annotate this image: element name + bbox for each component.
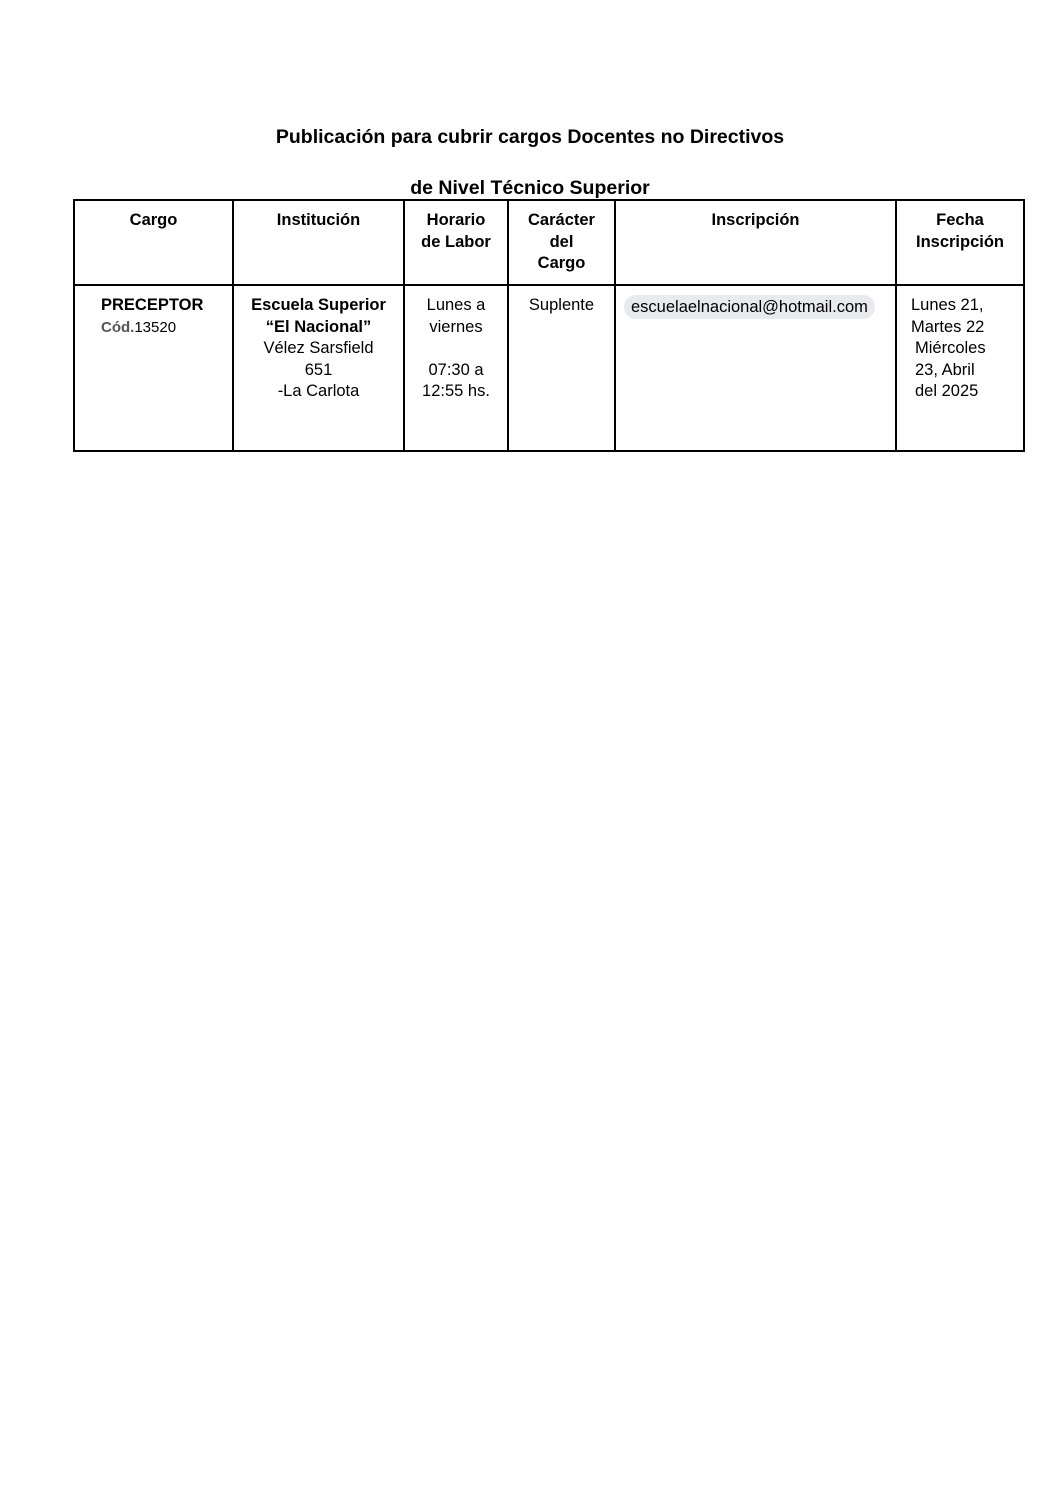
horario-days-2: viernes <box>429 317 483 336</box>
institution-address-number: 651 <box>304 360 333 379</box>
fecha-line-2: Martes 22 <box>911 317 985 336</box>
horario-days: Lunes a <box>426 296 486 314</box>
table-row <box>74 285 1024 451</box>
cargo-name: PRECEPTOR <box>101 296 204 314</box>
cell-inscripcion <box>615 285 896 451</box>
fecha-line-4: 23, Abril <box>915 360 975 379</box>
job-posting-table <box>73 199 1025 452</box>
cell-institucion <box>233 285 404 451</box>
cell-horario <box>404 285 508 451</box>
header-inscripcion: Inscripción <box>615 200 896 285</box>
cod-label: Cód. <box>101 318 135 336</box>
caracter-value: Suplente <box>528 296 595 314</box>
header-horario: Horario de Labor <box>404 200 508 285</box>
institution-name-2: “El Nacional” <box>265 317 372 336</box>
horario-hours: 07:30 a <box>428 360 484 379</box>
header-institucion: Institución <box>233 200 404 285</box>
institution-address: Vélez Sarsfield <box>263 339 374 357</box>
horario-hours-2: 12:55 hs. <box>422 382 490 400</box>
header-fecha-inscripcion: Fecha Inscripción <box>896 200 1024 285</box>
institution-locality: -La Carlota <box>277 382 360 400</box>
page-title: Publicación para cubrir cargos Docentes no Directivos <box>275 126 785 148</box>
cod-value: 13520 <box>134 318 177 336</box>
header-caracter: Carácter del Cargo <box>508 200 615 285</box>
cell-caracter <box>508 285 615 451</box>
email-link[interactable]: escuelaelnacional@hotmail.com <box>624 295 875 319</box>
cell-fecha <box>896 285 1024 451</box>
table-header-row <box>74 200 1024 285</box>
institution-name: Escuela Superior <box>251 296 386 314</box>
header-cargo: Cargo <box>74 200 233 285</box>
page-subtitle: de Nivel Técnico Superior <box>410 177 650 199</box>
fecha-line-1: Lunes 21, <box>911 296 984 314</box>
cell-cargo <box>74 285 233 451</box>
fecha-line-5: del 2025 <box>915 382 979 400</box>
fecha-line-3: Miércoles <box>915 339 986 357</box>
